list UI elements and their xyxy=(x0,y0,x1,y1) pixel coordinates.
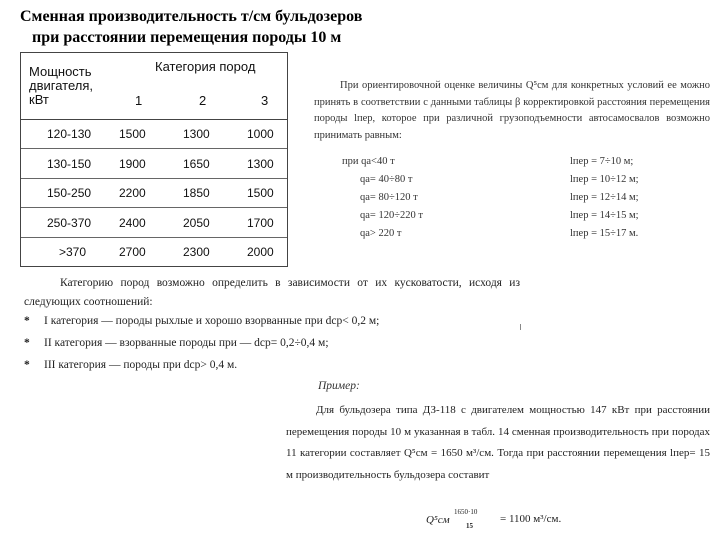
formula-denominator: 15 xyxy=(466,522,473,530)
title-line-1: Сменная производительность т/см бульдозеров xyxy=(20,8,363,25)
category-2-header: 2 xyxy=(199,93,207,108)
value-cell: 2200 xyxy=(119,186,146,201)
productivity-table xyxy=(20,52,288,267)
category-1-text: I категория — породы рыхлые и хорошо взорванные при dср< 0,2 м; xyxy=(44,315,380,327)
value-cell: 1700 xyxy=(247,215,274,230)
scan-mark xyxy=(520,324,521,330)
example-paragraph xyxy=(286,400,710,486)
bullet: * xyxy=(24,315,30,327)
condition-distance: lпер = 14÷15 м; xyxy=(570,210,639,221)
value-cell: 1000 xyxy=(247,127,274,141)
table-row xyxy=(21,178,287,208)
value-cell: 1500 xyxy=(119,127,146,141)
power-cell: >370 xyxy=(59,245,87,260)
formula-symbol: Q⁵см xyxy=(426,514,450,526)
example-label: Пример: xyxy=(318,380,360,392)
categories-intro: Категорию пород возможно определить в зависимости от их кусковатости, исходя из следующих соотношений: xyxy=(24,277,520,308)
power-cell: 250-370 xyxy=(47,215,92,230)
list-item xyxy=(24,334,520,356)
page-title xyxy=(20,6,362,48)
table-row xyxy=(21,237,287,266)
list-item xyxy=(342,192,712,210)
value-cell: 2000 xyxy=(247,245,274,260)
value-cell: 1650 xyxy=(183,156,210,171)
list-item xyxy=(342,174,712,192)
power-cell: 130-150 xyxy=(47,156,92,171)
formula-result: = 1100 м³/см. xyxy=(500,513,562,525)
condition-capacity: qа= 120÷220 т xyxy=(360,210,423,221)
list-item xyxy=(24,312,520,334)
bullet: * xyxy=(24,337,30,349)
list-item xyxy=(342,210,712,228)
title-line-2: при расстоянии перемещения породы 10 м xyxy=(32,29,342,46)
power-cell: 150-250 xyxy=(47,186,92,201)
condition-capacity: qа= 80÷120 т xyxy=(360,192,418,203)
formula-numerator: 1650·10 xyxy=(454,508,478,516)
list-item xyxy=(24,356,520,378)
condition-distance: lпер = 12÷14 м; xyxy=(570,192,639,203)
value-cell: 1300 xyxy=(247,156,274,171)
condition-capacity: при qа<40 т xyxy=(342,156,395,167)
category-2-text: II категория — взорванные породы при — dср= 0,2÷0,4 м; xyxy=(44,337,329,349)
bullet: * xyxy=(24,359,30,371)
example-text: Для бульдозера типа ДЗ-118 с двигателем мощностью 147 кВт при расстоянии перемещения породы 10 м указанная в табл. 14 сменная производительность при породах 11 категории составляет Q⁵см = 1650 м³/см. Тогда при расстоянии перемещения lпер= 15 м производительность бульдозера составит xyxy=(286,404,710,481)
value-cell: 2400 xyxy=(119,215,146,230)
intro-paragraph: При ориентировочной оценке величины Q⁵см для конкретных условий ее можно принять в соответствии с данными таблицы β корректировкой расстояния перемещения породы lпер, которое при различной грузоподъемности автосамосвалов возможно принимать равным: xyxy=(314,80,710,141)
category-3-header: 3 xyxy=(261,93,269,108)
value-cell: 1500 xyxy=(247,186,274,201)
value-cell: 1300 xyxy=(183,127,210,141)
categories-section xyxy=(24,274,520,378)
power-header: Мощность двигателя, кВт xyxy=(29,64,93,107)
condition-distance: lпер = 10÷12 м; xyxy=(570,174,639,185)
value-cell: 1850 xyxy=(183,186,210,201)
category-3-text: III категория — породы при dср> 0,4 м. xyxy=(44,359,238,371)
value-cell: 1900 xyxy=(119,156,146,171)
value-cell: 2700 xyxy=(119,245,146,260)
condition-capacity: qа> 220 т xyxy=(360,228,402,239)
power-cell: 120-130 xyxy=(47,127,92,141)
condition-distance: lпер = 15÷17 м. xyxy=(570,228,639,239)
category-1-header: 1 xyxy=(135,93,143,108)
value-cell: 2300 xyxy=(183,245,210,260)
condition-distance: lпер = 7÷10 м; xyxy=(570,156,634,167)
table-row xyxy=(21,149,287,179)
table-row xyxy=(21,119,287,149)
value-cell: 2050 xyxy=(183,215,210,230)
list-item xyxy=(342,156,712,174)
condition-capacity: qа= 40÷80 т xyxy=(360,174,413,185)
category-header: Категория пород xyxy=(155,59,256,74)
table-row xyxy=(21,208,287,238)
conditions-list xyxy=(342,156,712,246)
list-item xyxy=(342,228,712,246)
table-header xyxy=(21,53,287,120)
